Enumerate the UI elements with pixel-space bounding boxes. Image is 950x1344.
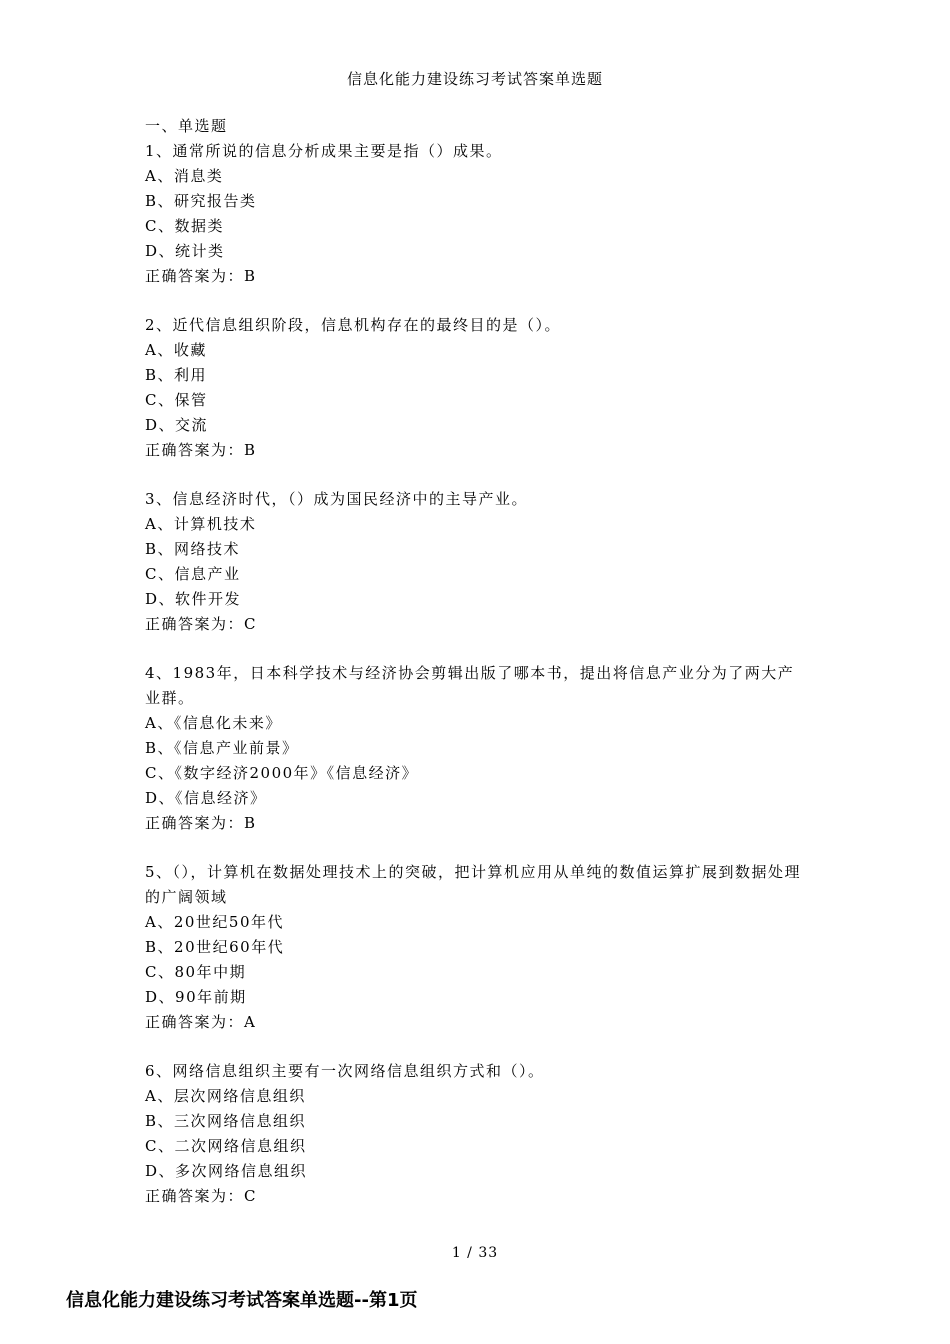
option-d: D、交流 <box>145 416 209 434</box>
question-3 <box>145 487 810 637</box>
correct-answer: 正确答案为：B <box>145 814 257 832</box>
option-c: C、保管 <box>145 391 208 409</box>
question-5 <box>145 860 810 1035</box>
question-stem: 5、（），计算机在数据处理技术上的突破，把计算机应用从单纯的数值运算扩展到数据处理的广阔领域 <box>145 863 802 906</box>
option-a: A、收藏 <box>145 341 207 359</box>
question-1 <box>145 139 810 289</box>
option-b: B、研究报告类 <box>145 192 257 210</box>
page-number: 1 / 33 <box>451 1245 499 1261</box>
option-c: C、二次网络信息组织 <box>145 1137 307 1155</box>
option-d: D、多次网络信息组织 <box>145 1162 308 1180</box>
option-c: C、信息产业 <box>145 565 241 583</box>
question-stem: 2、近代信息组织阶段，信息机构存在的最终目的是（）。 <box>145 316 562 334</box>
option-c: C、80年中期 <box>145 963 247 981</box>
question-2 <box>145 313 810 463</box>
question-stem: 6、网络信息组织主要有一次网络信息组织方式和（）。 <box>145 1062 545 1080</box>
question-4 <box>145 661 810 836</box>
option-c: C、数据类 <box>145 217 224 235</box>
option-b: B、利用 <box>145 366 208 384</box>
correct-answer: 正确答案为：A <box>145 1013 257 1031</box>
option-c: C、《数字经济2000年》《信息经济》 <box>145 764 419 782</box>
option-a: A、计算机技术 <box>145 515 257 533</box>
option-b: B、20世纪60年代 <box>145 938 285 956</box>
option-d: D、《信息经济》 <box>145 789 267 807</box>
option-a: A、消息类 <box>145 167 224 185</box>
correct-answer: 正确答案为：B <box>145 267 257 285</box>
page-title: 信息化能力建设练习考试答案单选题 <box>346 70 603 88</box>
question-stem: 1、通常所说的信息分析成果主要是指（）成果。 <box>145 142 503 160</box>
option-a: A、20世纪50年代 <box>145 913 285 931</box>
option-d: D、软件开发 <box>145 590 242 608</box>
correct-answer: 正确答案为：C <box>145 615 257 633</box>
question-stem: 4、1983年，日本科学技术与经济协会剪辑出版了哪本书，提出将信息产业分为了两大产业群。 <box>145 664 795 707</box>
question-stem: 3、信息经济时代，（）成为国民经济中的主导产业。 <box>145 490 529 508</box>
option-a: A、层次网络信息组织 <box>145 1087 306 1105</box>
option-a: A、《信息化未来》 <box>145 714 282 732</box>
option-d: D、统计类 <box>145 242 225 260</box>
question-6 <box>145 1059 810 1209</box>
option-b: B、《信息产业前景》 <box>145 739 299 757</box>
correct-answer: 正确答案为：C <box>145 1187 257 1205</box>
option-d: D、90年前期 <box>145 988 247 1006</box>
section-heading: 一、单选题 <box>145 117 228 135</box>
option-b: B、网络技术 <box>145 540 241 558</box>
footer-title: 信息化能力建设练习考试答案单选题--第1页 <box>66 1290 418 1311</box>
option-b: B、三次网络信息组织 <box>145 1112 307 1130</box>
correct-answer: 正确答案为：B <box>145 441 257 459</box>
document-body <box>145 114 810 1233</box>
